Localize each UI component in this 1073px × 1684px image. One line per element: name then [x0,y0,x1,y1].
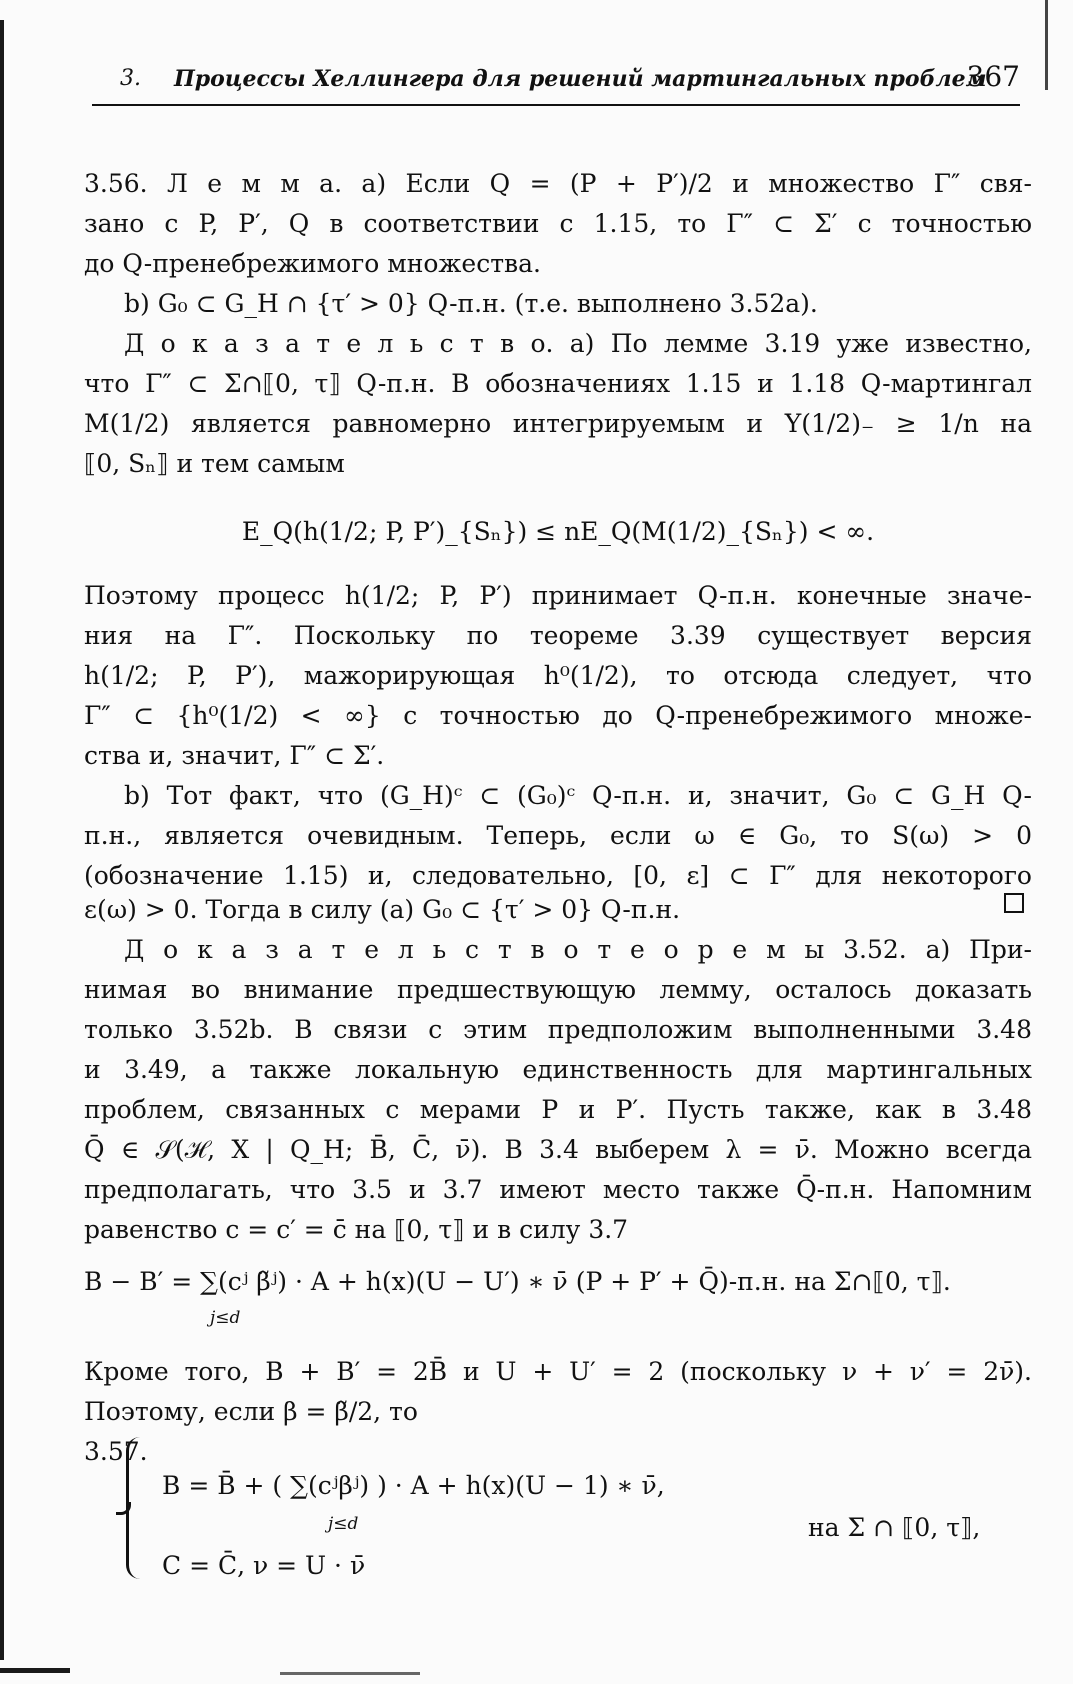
text-line: Поэтому процесс h(1/2; P, P′) принимает Q-п.н. конечные значе- [84,581,1032,610]
text-line: Д о к а з а т е л ь с т в о. a) По лемме 3.19 уже известно, [124,329,1032,358]
text-line: нимая во внимание предшествующую лемму, осталось доказать [84,975,1032,1004]
text-line: и 3.49, а также локальную единственность для мартингальных [84,1055,1032,1084]
text-line: Γ″ ⊂ {h⁰(1/2) < ∞} с точностью до Q-пренебрежимого множе- [84,701,1032,730]
text-line: ства и, значит, Γ″ ⊂ Σ′. [84,741,385,770]
summation-index: j≤d [328,1514,359,1534]
text-line: Кроме того, B + B′ = 2B̄ и U + U′ = 2 (поскольку ν + ν′ = 2ν̄). [84,1357,1032,1386]
system-equation-domain: на Σ ∩ ⟦0, τ⟧, [808,1513,981,1542]
system-equation-line: C = C̄, ν = U · ν̄ [162,1551,366,1580]
system-equation-line: B = B̄ + ( ∑(cʲβʲ) ) · A + h(x)(U − 1) ∗ ν̄, [162,1471,665,1500]
text-line: равенство c = c′ = c̄ на ⟦0, τ⟧ и в силу 3.7 [84,1215,629,1244]
text-line: п.н., является очевидным. Теперь, если ω ∈ G₀, то S(ω) > 0 [84,821,1032,850]
text-line: ε(ω) > 0. Тогда в силу (a) G₀ ⊂ {τ′ > 0} Q-п.н. [84,895,681,924]
text-line: M(1/2) является равномерно интегрируемым и Y(1/2)₋ ≥ 1/n на [84,409,1032,438]
scan-edge-left [0,20,4,1660]
text-line: h(1/2; P, P′), мажорирующая h⁰(1/2), то отсюда следует, что [84,661,1032,690]
text-line: ⟦0, Sₙ⟧ и тем самым [84,449,345,478]
text-line: проблем, связанных с мерами P и P′. Пусть также, как в 3.48 [84,1095,1032,1124]
text-line: ния на Γ″. Поскольку по теореме 3.39 существует версия [84,621,1032,650]
header-title: Процессы Хеллингера для решений мартингальных проблем [174,66,987,92]
display-equation: B − B′ = ∑(cʲ β̃ʲ) · A + h(x)(U − U′) ∗ ν̄ (P + P′ + Q̄)-п.н. на Σ∩⟦0, τ⟧. [84,1267,951,1296]
text-line: зано с P, P′, Q в соответствии с 1.15, то Γ″ ⊂ Σ′ с точностью [84,209,1032,238]
running-header [92,60,1020,106]
header-section-number: 3. [120,66,141,91]
text-line: предполагать, что 3.5 и 3.7 имеют место также Q̄-п.н. Напомним [84,1175,1032,1204]
text-line: Д о к а з а т е л ь с т в о т е о р е м ы 3.52. a) При- [124,935,1032,964]
text-line: b) G₀ ⊂ G_H ∩ {τ′ > 0} Q-п.н. (т.е. выполнено 3.52a). [124,289,818,318]
text-line: только 3.52b. В связи с этим предположим выполненными 3.48 [84,1015,1032,1044]
qed-square [1004,893,1024,913]
display-equation: E_Q(h(1/2; P, P′)_{Sₙ}) ≤ nE_Q(M(1/2)_{Sₙ}) < ∞. [241,517,875,546]
text-line: b) Тот факт, что (G_H)ᶜ ⊂ (G₀)ᶜ Q-п.н. и, значит, G₀ ⊂ G_H Q- [124,781,1032,810]
equation-number: 3.57. [84,1437,148,1466]
text-line: 3.56. Л е м м а. a) Если Q = (P + P′)/2 и множество Γ″ свя- [84,169,1032,198]
page-number: 367 [966,60,1020,93]
text-line: что Γ″ ⊂ Σ∩⟦0, τ⟧ Q-п.н. В обозначениях 1.15 и 1.18 Q-мартингал [84,369,1032,398]
text-line: (обозначение 1.15) и, следовательно, [0, ε] ⊂ Γ″ для некоторого [84,861,1032,890]
text-line: Q̄ ∈ 𝒮(ℋ, X | Q_H; B̄, C̄, ν̄). В 3.4 выберем λ = ν̄. Можно всегда [84,1135,1032,1164]
scan-edge-right [1045,0,1048,90]
scan-edge-bottom [0,1668,70,1673]
text-line: до Q-пренебрежимого множества. [84,249,541,278]
text-line: Поэтому, если β = β̃/2, то [84,1397,418,1426]
summation-index: j≤d [210,1308,241,1328]
scan-speck [280,1672,420,1675]
